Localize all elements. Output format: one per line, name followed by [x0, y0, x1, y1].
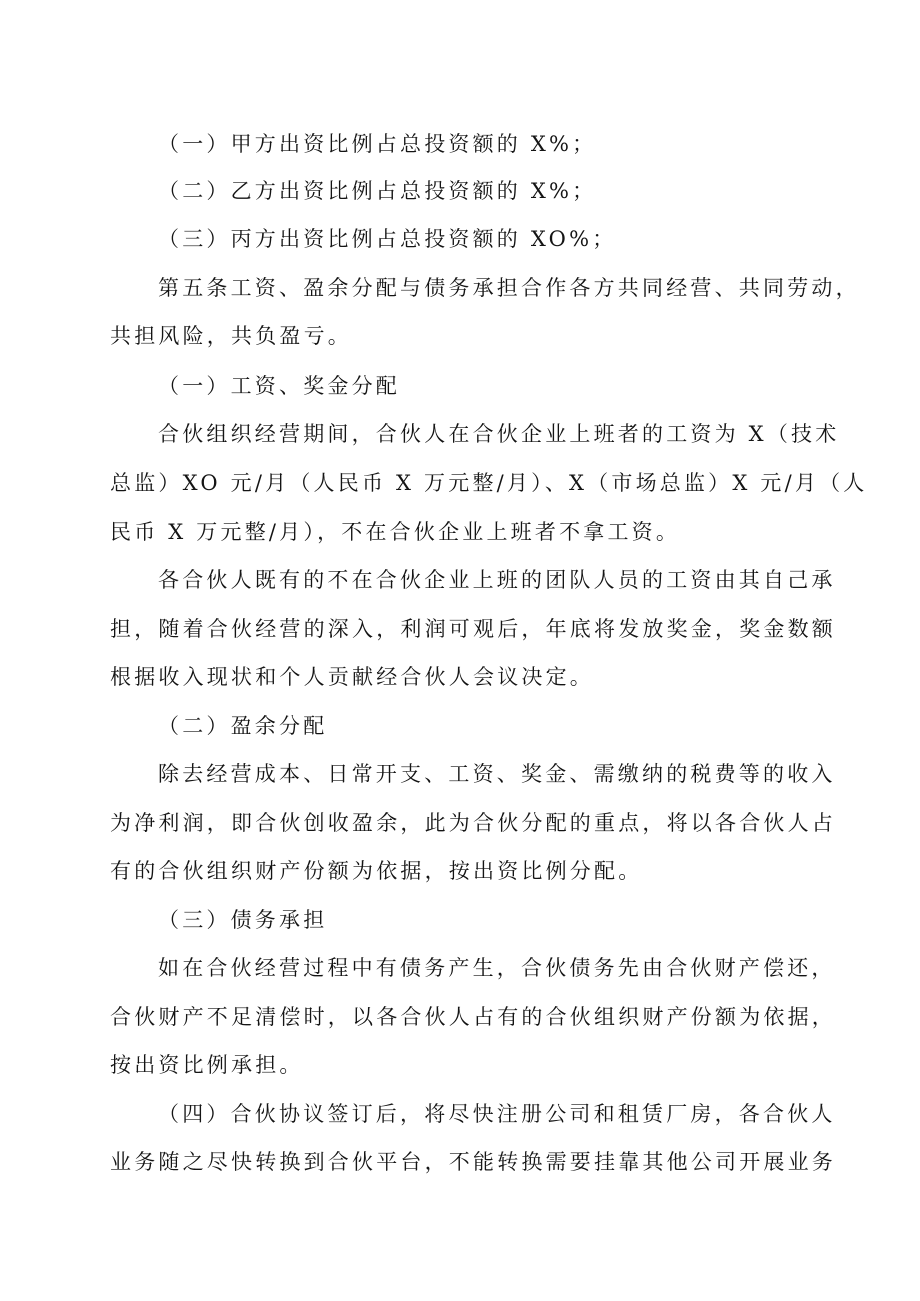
paragraph-line: 如在合伙经营过程中有债务产生，合伙债务先由合伙财产偿还， [158, 956, 836, 980]
paragraph-line: 合伙组织经营期间，合伙人在合伙企业上班者的工资为 X（技术 [158, 422, 840, 446]
article-five-heading: 第五条工资、盈余分配与债务承担合作各方共同经营、共同劳动， [158, 276, 860, 300]
paragraph-line: 总监）XO 元/月（人民币 X 万元整/月）、X（市场总监）X 元/月（人 [110, 471, 868, 495]
clause-item-3: （三）丙方出资比例占总投资额的 XO%； [158, 227, 617, 251]
section-heading-wages: （一）工资、奖金分配 [158, 374, 400, 398]
paragraph-line: 为净利润，即合伙创收盈余，此为合伙分配的重点，将以各合伙人占 [110, 811, 836, 835]
clause-item-1: （一）甲方出资比例占总投资额的 X%； [158, 132, 597, 156]
section-item-4: （四）合伙协议签订后，将尽快注册公司和租赁厂房，各合伙人 [158, 1102, 836, 1126]
paragraph-line: 担，随着合伙经营的深入，利润可观后，年底将发放奖金，奖金数额 [110, 617, 836, 641]
paragraph-line: 各合伙人既有的不在合伙企业上班的团队人员的工资由其自己承 [158, 568, 836, 592]
paragraph-line: 按出资比例承担。 [110, 1053, 304, 1077]
paragraph-line: 民币 X 万元整/月），不在合伙企业上班者不拿工资。 [110, 520, 681, 544]
paragraph-line: 业务随之尽快转换到合伙平台，不能转换需要挂靠其他公司开展业务 [110, 1150, 836, 1174]
paragraph-line: 合伙财产不足清偿时，以各合伙人占有的合伙组织财产份额为依据， [110, 1005, 836, 1029]
paragraph-line: 除去经营成本、日常开支、工资、奖金、需缴纳的税费等的收入 [158, 762, 836, 786]
section-heading-surplus: （二）盈余分配 [158, 714, 328, 738]
paragraph-line: 有的合伙组织财产份额为依据，按出资比例分配。 [110, 859, 643, 883]
section-heading-debt: （三）债务承担 [158, 908, 328, 932]
paragraph-line: 共担风险，共负盈亏。 [110, 324, 352, 348]
paragraph-line: 根据收入现状和个人贡献经合伙人会议决定。 [110, 665, 594, 689]
clause-item-2: （二）乙方出资比例占总投资额的 X%； [158, 179, 597, 203]
